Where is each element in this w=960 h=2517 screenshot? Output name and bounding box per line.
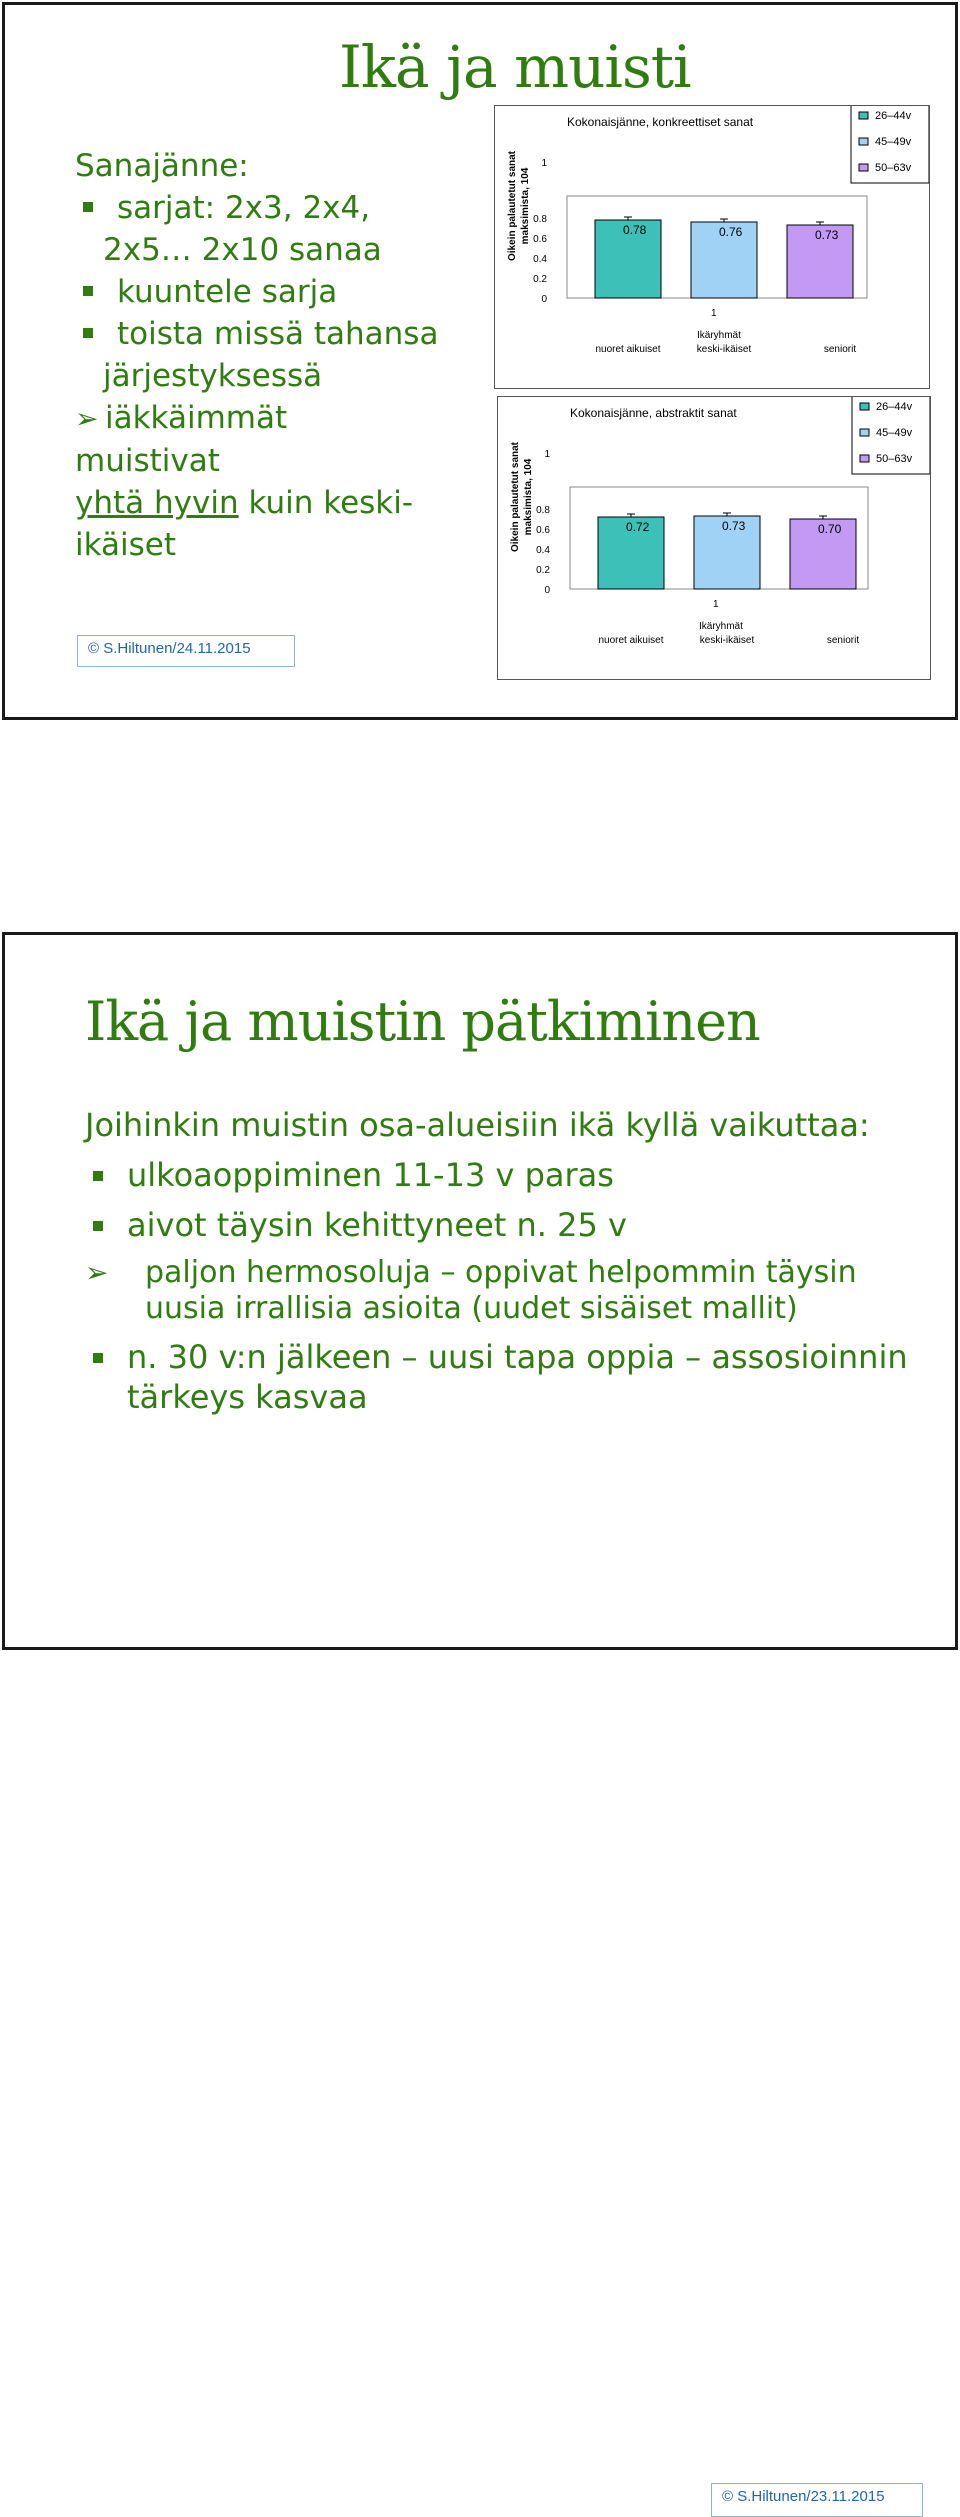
slide-2-title: Ikä ja muistin pätkiminen [85,990,760,1053]
y-tick-label: 0.4 [533,254,547,265]
legend-swatch [860,403,869,410]
chart-concrete-svg [495,106,929,388]
category-label: nuoret aikuiset [598,635,664,646]
arrow-bullet-icon: ➢ [85,1256,109,1289]
data-label: 0.72 [626,520,650,534]
line-text: iäkkäimmät [105,400,288,436]
legend-swatch [860,455,869,462]
legend-label: 50–63v [875,162,912,174]
y-tick-label: 0 [541,294,547,305]
y-tick-label: 0.6 [533,234,547,245]
y-axis-label: Oikein palautetut sanat maksimista, 104 [507,150,531,262]
slide-2 [2,932,958,2505]
body-line [75,313,495,355]
item-text: n. 30 v:n jälkeen – uusi tapa oppia – assosioinnin tärkeys kasvaa [127,1338,908,1416]
x-tick-label: 1 [711,308,717,319]
legend-swatch [859,112,868,119]
item-text: ulkoaoppiminen 11-13 v paras [127,1156,614,1194]
slide-1 [2,2,958,720]
square-bullet-icon [93,1171,103,1181]
legend-swatch [860,429,869,436]
square-bullet-icon [83,202,93,212]
body-line [75,355,495,397]
square-bullet-icon [93,1221,103,1231]
list-item [85,1337,945,1417]
square-bullet-icon [83,328,93,338]
data-label: 0.73 [722,519,746,533]
body-line [75,482,495,524]
y-tick-label: 1 [541,158,547,169]
data-label: 0.76 [719,225,743,239]
category-label: nuoret aikuiset [595,344,661,355]
body-line [75,229,495,271]
category-label: seniorit [826,635,860,646]
legend-label: 45–49v [876,427,913,439]
body-line [75,524,495,566]
y-tick-label: 0.2 [536,565,550,576]
list-item [85,1255,945,1327]
square-bullet-icon [93,1353,103,1363]
underlined-text: yhtä hyvin [75,485,239,521]
y-tick-label: 0.6 [536,525,550,536]
line-text: järjestyksessä [103,358,323,394]
x-axis-label: Ikäryhmät [697,330,741,341]
chart-title: Kokonaisjänne, konkreettiset sanat [567,115,754,129]
y-tick-label: 0 [544,585,550,596]
body-line [75,397,495,440]
slide-1-title: Ikä ja muisti [339,33,691,101]
x-axis-label: Ikäryhmät [699,621,743,632]
slide-1-footer: © S.Hiltunen/24.11.2015 [77,635,295,667]
category-label: keski-ikäiset [699,635,755,646]
chart-title: Kokonaisjänne, abstraktit sanat [570,406,737,420]
data-label: 0.73 [815,228,839,242]
chart-abstract-svg [498,397,930,679]
legend-label: 45–49v [875,136,912,148]
y-tick-label: 0.2 [533,274,547,285]
legend-swatch [859,138,868,145]
line-text: kuin keski- [238,485,414,521]
line-text: 2x5… 2x10 sanaa [103,232,382,268]
slide-1-body [75,145,495,566]
chart-concrete-words [494,105,930,389]
item-text: aivot täysin kehittyneet n. 25 v [127,1206,627,1244]
category-label: keski-ikäiset [696,344,752,355]
body-line [75,187,495,229]
y-axis-label: Oikein palautetut sanat maksimista, 104 [510,441,534,553]
y-tick-label: 0.4 [536,545,550,556]
y-tick-label: 0.8 [533,214,547,225]
category-label: seniorit [823,344,857,355]
body-line [75,145,495,187]
square-bullet-icon [83,286,93,296]
line-text: Sanajänne: [75,148,249,184]
line-text: toista missä tahansa [117,316,439,352]
line-text: muistivat [75,443,220,479]
y-tick-label: 1 [544,449,550,460]
slide-2-intro: Joihinkin muistin osa-alueisiin ikä kyllä vaikuttaa: [85,1106,870,1144]
x-tick-label: 1 [713,599,719,610]
list-item [85,1205,945,1245]
arrow-bullet-icon: ➢ [75,402,99,435]
body-line [75,440,495,482]
chart-abstract-words [497,396,931,680]
item-text: paljon hermosoluja – oppivat helpommin täysin uusia irrallisia asioita (uudet sisäiset mallit) [145,1255,857,1326]
line-text: kuuntele sarja [117,274,338,310]
y-tick-label: 0.8 [536,505,550,516]
slide-2-footer: © S.Hiltunen/23.11.2015 [711,2483,923,2517]
legend-label: 50–63v [876,453,913,465]
line-text: sarjat: 2x3, 2x4, [117,190,371,226]
legend-swatch [859,164,868,171]
slide-2-body [85,1105,945,1427]
line-text: ikäiset [75,527,177,563]
legend-label: 26–44v [876,401,913,413]
data-label: 0.78 [623,223,647,237]
data-label: 0.70 [818,522,842,536]
list-item [85,1155,945,1195]
body-line [75,271,495,313]
slide-2-list [85,1155,945,1417]
legend-label: 26–44v [875,110,912,122]
